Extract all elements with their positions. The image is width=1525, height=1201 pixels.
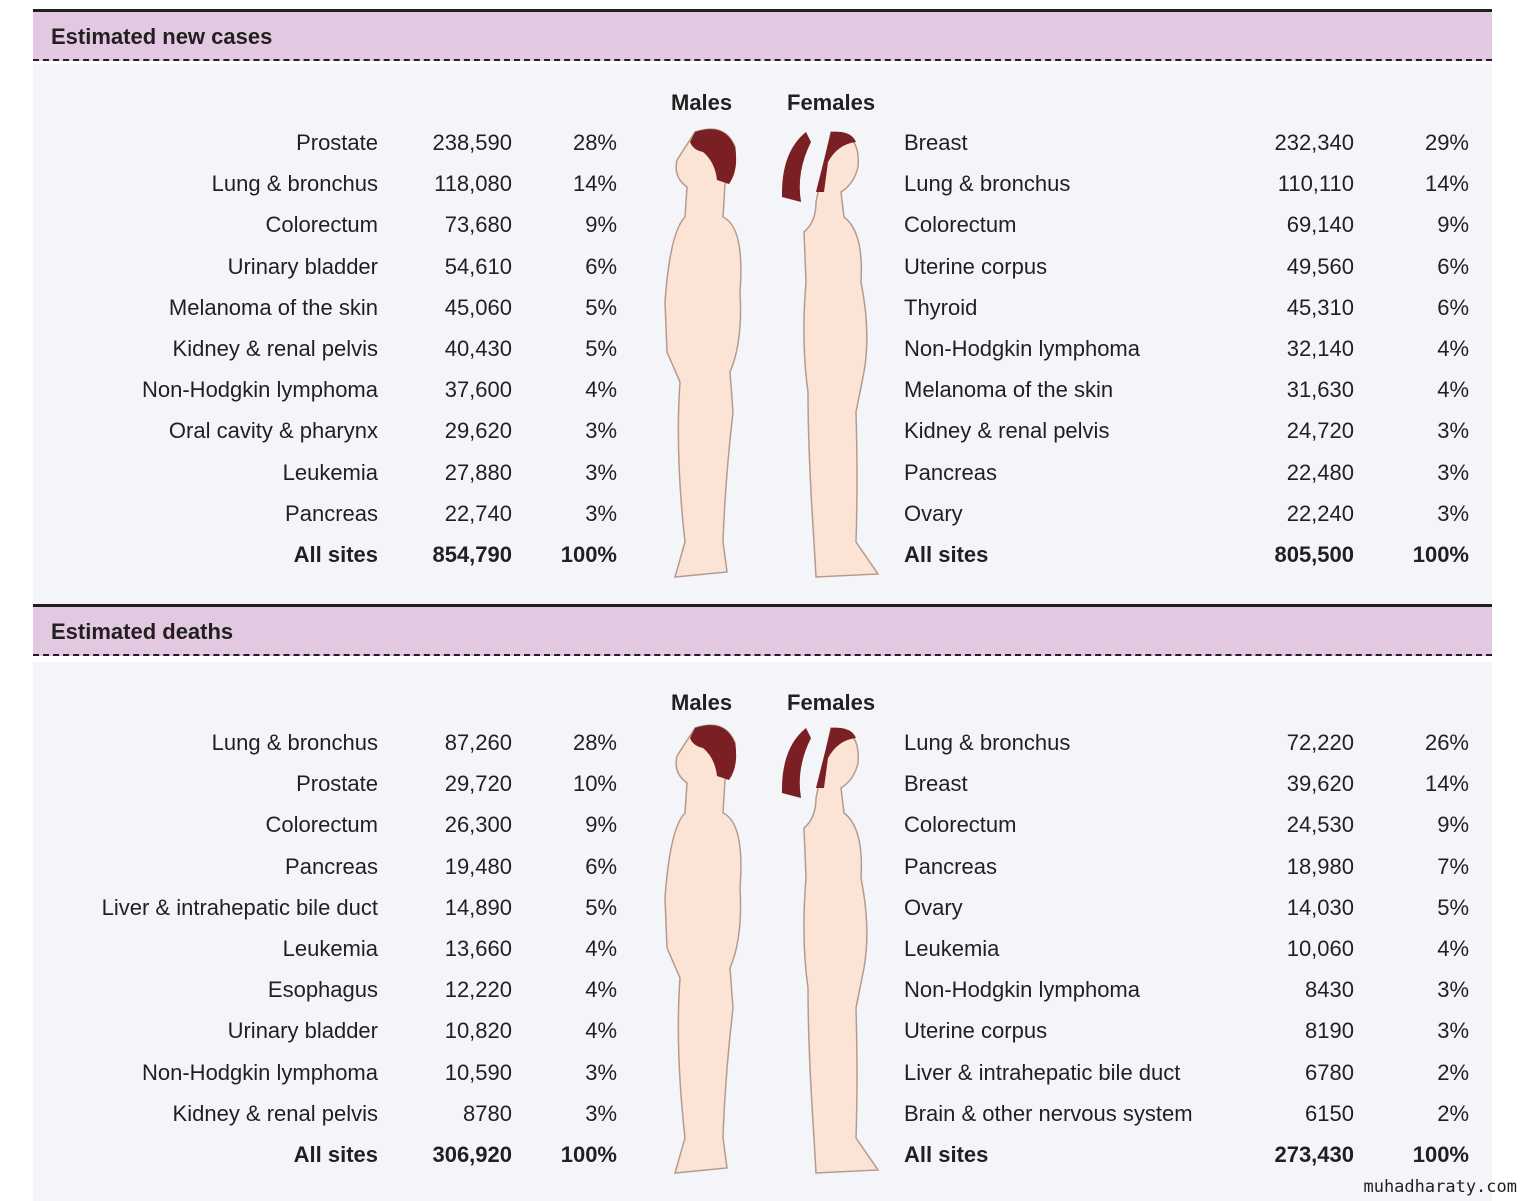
male-count-value: 13,660: [444, 936, 512, 961]
male-site-label: Kidney & renal pelvis: [172, 1101, 378, 1126]
female-count-value: 273,430: [1274, 1142, 1354, 1167]
female-percent-value: 6%: [1437, 254, 1469, 279]
females-label: Females: [787, 90, 876, 115]
male-percent-value: 5%: [585, 336, 617, 361]
female-count-value: 14,030: [1286, 895, 1354, 920]
female-percent-value: 4%: [1437, 936, 1469, 961]
female-site-label: Breast: [904, 130, 968, 155]
female-percent-value: 3%: [1437, 460, 1469, 485]
female-percent-value: 14%: [1424, 771, 1469, 796]
male-count-value: 12,220: [444, 977, 512, 1002]
female-count-value: 18,980: [1286, 854, 1354, 879]
female-percent-value: 7%: [1437, 854, 1469, 879]
male-percent-value: 4%: [585, 1018, 617, 1043]
male-percent-value: 4%: [585, 377, 617, 402]
female-site-label: Colorectum: [904, 212, 1017, 237]
female-count-value: 49,560: [1286, 254, 1354, 279]
male-site-label: Urinary bladder: [227, 1018, 378, 1043]
male-site-label: Colorectum: [265, 812, 378, 837]
female-count-value: 24,530: [1286, 812, 1354, 837]
female-count-value: 110,110: [1277, 171, 1354, 196]
male-count-value: 73,680: [444, 212, 512, 237]
male-count-value: 29,720: [444, 771, 512, 796]
female-site-label: Melanoma of the skin: [904, 377, 1114, 402]
male-count-value: 54,610: [444, 254, 512, 279]
female-figure-icon: [776, 718, 886, 1188]
male-site-label: Non-Hodgkin lymphoma: [142, 377, 378, 402]
female-site-label: Non-Hodgkin lymphoma: [904, 977, 1140, 1002]
female-count-value: 72,220: [1286, 730, 1354, 755]
male-percent-value: 4%: [585, 977, 617, 1002]
female-site-label: Uterine corpus: [904, 1018, 1048, 1043]
male-site-label: Colorectum: [265, 212, 378, 237]
female-site-label: Brain & other nervous system: [904, 1101, 1193, 1126]
male-site-label: Prostate: [296, 771, 378, 796]
male-site-label: Prostate: [296, 130, 378, 155]
female-count-value: 6150: [1305, 1101, 1354, 1126]
female-count-value: 10,060: [1286, 936, 1354, 961]
male-percent-value: 28%: [572, 130, 617, 155]
male-site-label: Pancreas: [285, 501, 378, 526]
male-percent-value: 6%: [585, 854, 617, 879]
male-count-value: 118,080: [434, 171, 512, 196]
female-percent-value: 5%: [1437, 895, 1469, 920]
male-site-label: Lung & bronchus: [211, 171, 378, 196]
male-percent-value: 3%: [585, 1101, 617, 1126]
male-site-label: Melanoma of the skin: [168, 295, 378, 320]
male-percent-value: 5%: [585, 295, 617, 320]
male-site-label: All sites: [293, 542, 378, 567]
section-title: Estimated deaths: [51, 619, 234, 644]
female-count-value: 6780: [1305, 1060, 1354, 1085]
female-percent-value: 100%: [1412, 542, 1469, 567]
male-site-label: Lung & bronchus: [211, 730, 378, 755]
male-count-value: 37,600: [444, 377, 512, 402]
female-site-label: Lung & bronchus: [904, 730, 1071, 755]
male-site-label: Leukemia: [282, 936, 378, 961]
male-percent-value: 6%: [585, 254, 617, 279]
female-percent-value: 9%: [1437, 812, 1469, 837]
male-site-label: All sites: [293, 1142, 378, 1167]
female-count-value: 232,340: [1274, 130, 1354, 155]
male-percent-value: 3%: [585, 501, 617, 526]
female-count-value: 24,720: [1286, 418, 1354, 443]
deaths-header: [33, 604, 1492, 656]
male-percent-value: 14%: [572, 171, 617, 196]
female-site-label: Ovary: [904, 895, 963, 920]
male-count-value: 29,620: [444, 418, 512, 443]
female-count-value: 39,620: [1286, 771, 1354, 796]
male-site-label: Non-Hodgkin lymphoma: [142, 1060, 378, 1085]
male-percent-value: 4%: [585, 936, 617, 961]
male-site-label: Liver & intrahepatic bile duct: [101, 895, 378, 920]
male-site-label: Pancreas: [285, 854, 378, 879]
male-percent-value: 100%: [560, 1142, 617, 1167]
male-count-value: 19,480: [444, 854, 512, 879]
female-count-value: 69,140: [1286, 212, 1354, 237]
male-site-label: Oral cavity & pharynx: [168, 418, 378, 443]
male-percent-value: 100%: [560, 542, 617, 567]
female-count-value: 32,140: [1286, 336, 1354, 361]
watermark: muhadharaty.com: [1363, 1177, 1517, 1197]
male-count-value: 45,060: [444, 295, 512, 320]
male-percent-value: 9%: [585, 212, 617, 237]
female-site-label: Kidney & renal pelvis: [904, 418, 1110, 443]
section-title: Estimated new cases: [51, 24, 273, 49]
female-figure-icon: [776, 122, 886, 592]
male-count-value: 306,920: [432, 1142, 512, 1167]
females-label: Females: [787, 690, 876, 715]
male-site-label: Esophagus: [267, 977, 378, 1002]
male-percent-value: 5%: [585, 895, 617, 920]
male-percent-value: 9%: [585, 812, 617, 837]
male-count-value: 87,260: [444, 730, 512, 755]
female-site-label: Leukemia: [904, 936, 1000, 961]
female-percent-value: 3%: [1437, 977, 1469, 1002]
female-site-label: Pancreas: [904, 460, 997, 485]
female-percent-value: 3%: [1437, 1018, 1469, 1043]
males-label: Males: [671, 90, 733, 115]
female-percent-value: 14%: [1424, 171, 1469, 196]
male-count-value: 8780: [463, 1101, 512, 1126]
female-site-label: All sites: [904, 542, 989, 567]
male-site-label: Leukemia: [282, 460, 378, 485]
female-percent-value: 6%: [1437, 295, 1469, 320]
female-site-label: Thyroid: [904, 295, 978, 320]
male-percent-value: 3%: [585, 418, 617, 443]
female-count-value: 22,480: [1286, 460, 1354, 485]
male-count-value: 10,590: [444, 1060, 512, 1085]
male-site-label: Urinary bladder: [227, 254, 378, 279]
female-count-value: 31,630: [1286, 377, 1354, 402]
male-percent-value: 3%: [585, 460, 617, 485]
female-count-value: 805,500: [1274, 542, 1354, 567]
male-count-value: 27,880: [444, 460, 512, 485]
female-percent-value: 26%: [1424, 730, 1469, 755]
male-site-label: Kidney & renal pelvis: [172, 336, 378, 361]
male-percent-value: 3%: [585, 1060, 617, 1085]
female-site-label: Breast: [904, 771, 968, 796]
male-count-value: 26,300: [444, 812, 512, 837]
male-figure-icon: [655, 122, 750, 592]
female-percent-value: 2%: [1437, 1101, 1469, 1126]
male-percent-value: 10%: [572, 771, 617, 796]
female-site-label: Lung & bronchus: [904, 171, 1071, 196]
new-cases-panel: [33, 64, 1492, 604]
female-count-value: 8430: [1305, 977, 1354, 1002]
female-percent-value: 4%: [1437, 336, 1469, 361]
female-percent-value: 3%: [1437, 418, 1469, 443]
female-site-label: Ovary: [904, 501, 963, 526]
male-count-value: 238,590: [432, 130, 512, 155]
female-percent-value: 4%: [1437, 377, 1469, 402]
female-percent-value: 100%: [1412, 1142, 1469, 1167]
male-count-value: 10,820: [444, 1018, 512, 1043]
female-site-label: Non-Hodgkin lymphoma: [904, 336, 1140, 361]
male-count-value: 40,430: [444, 336, 512, 361]
female-site-label: All sites: [904, 1142, 989, 1167]
male-count-value: 14,890: [444, 895, 512, 920]
male-count-value: 22,740: [444, 501, 512, 526]
female-count-value: 45,310: [1286, 295, 1354, 320]
male-figure-icon: [655, 718, 750, 1188]
female-count-value: 22,240: [1286, 501, 1354, 526]
female-percent-value: 9%: [1437, 212, 1469, 237]
female-site-label: Colorectum: [904, 812, 1017, 837]
female-site-label: Uterine corpus: [904, 254, 1048, 279]
female-site-label: Pancreas: [904, 854, 997, 879]
female-site-label: Liver & intrahepatic bile duct: [904, 1060, 1181, 1085]
female-percent-value: 3%: [1437, 501, 1469, 526]
female-percent-value: 2%: [1437, 1060, 1469, 1085]
new-cases-header: [33, 9, 1492, 61]
males-label: Males: [671, 690, 733, 715]
female-percent-value: 29%: [1424, 130, 1469, 155]
female-count-value: 8190: [1305, 1018, 1354, 1043]
male-count-value: 854,790: [432, 542, 512, 567]
male-percent-value: 28%: [572, 730, 617, 755]
